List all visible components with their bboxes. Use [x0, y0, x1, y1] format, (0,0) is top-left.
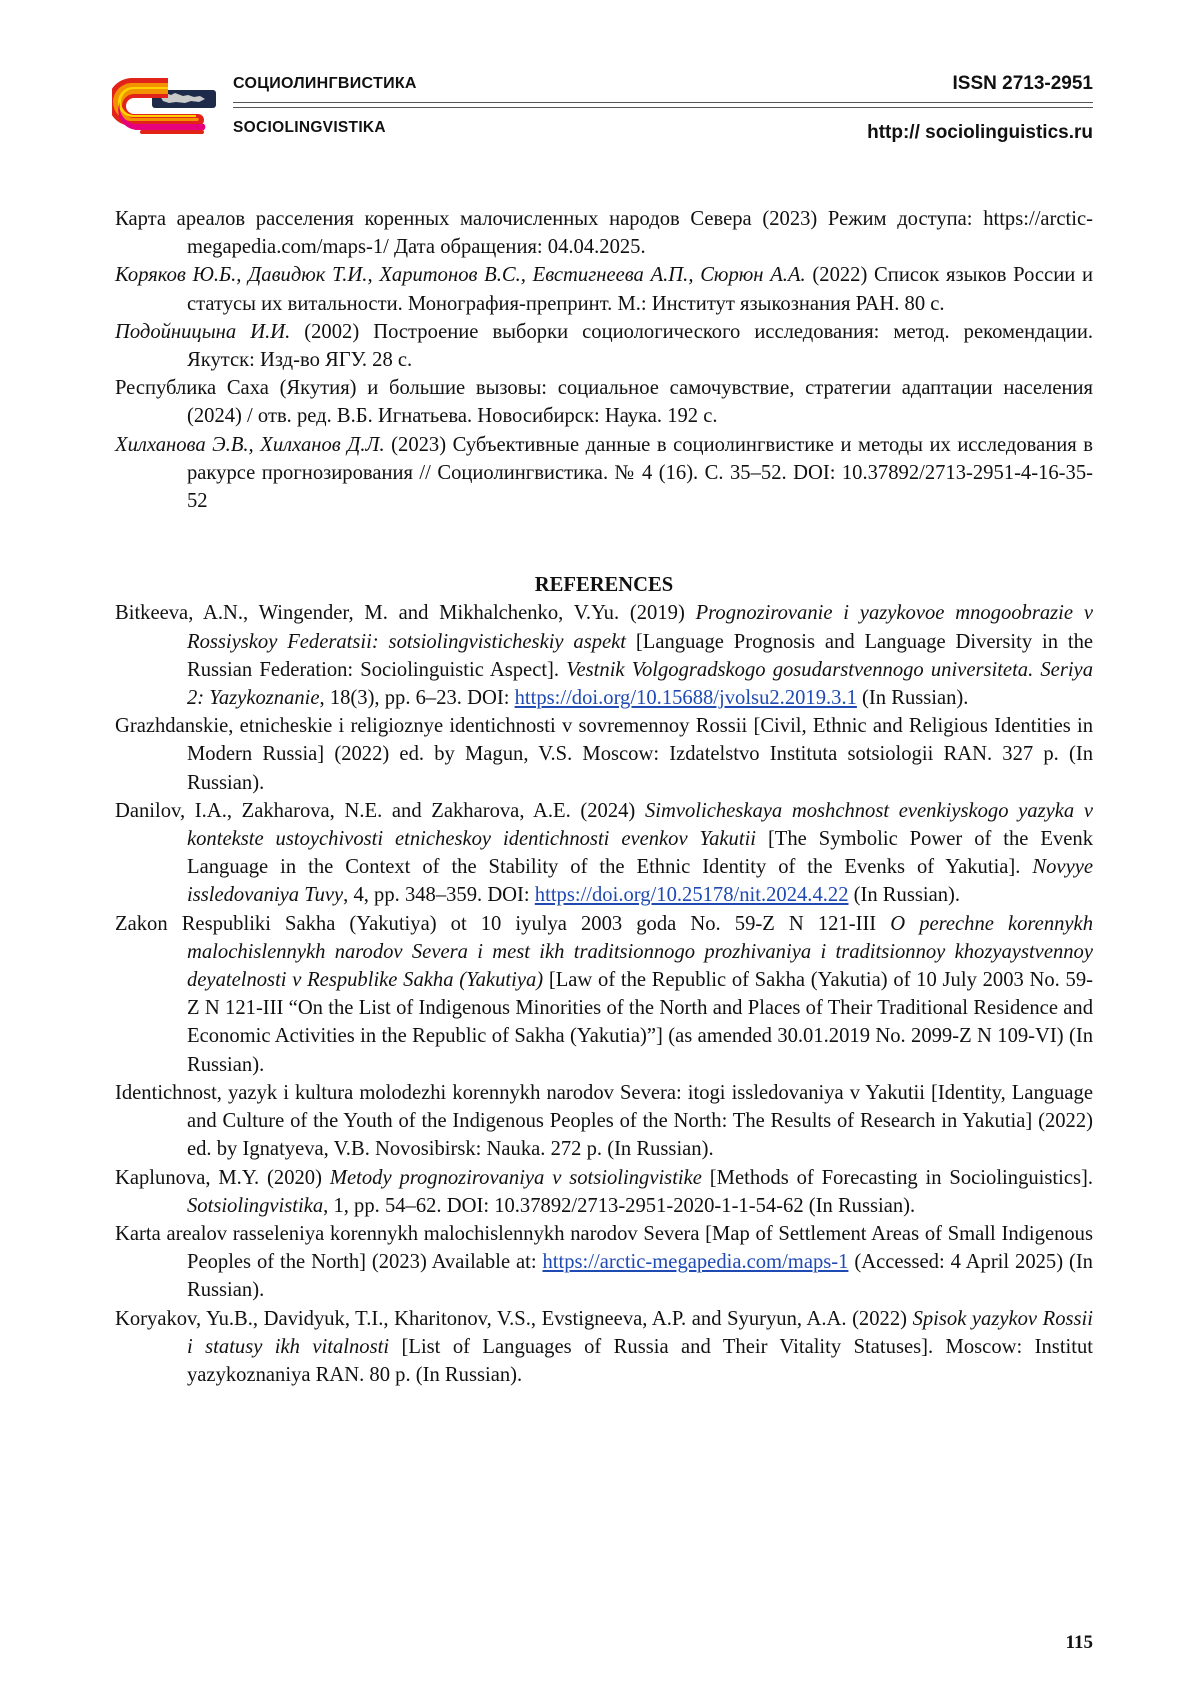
references-heading: REFERENCES — [534, 574, 674, 597]
reference-entry: Karta arealov rasseleniya korennykh malochislennykh narodov Severa [Map of Settlement Areas of Small Indigenous Peoples of the North] (2023) Available at: https://arctic-megapedia.com/maps-1 (Accessed: 4 April 2025) (In Russian). — [115, 1222, 1093, 1302]
reference-entry: Danilov, I.A., Zakharova, N.E. and Zakharova, A.E. (2024) Simvolicheskaya moshchnost evenkiyskogo yazyka v kontekste ustoychivosti etnicheskoy identichnosti evenkov Yakutii [The Symbolic Power of the Evenk Language in the Context of the Stability of the Ethnic Identity of the Evenks of Yakutia]. Novyye issledovaniya Tuvy, 4, pp. 348–359. DOI: https://doi.org/10.25178/nit.2024.4.22 (In Russian). — [115, 799, 1093, 907]
ru-reference: Республика Саха (Якутия) и большие вызовы: социальное самочувствие, стратегии адаптации населения (2024) / отв. ред. В.Б. Игнатьева. Новосибирск: Наука. 192 с. — [115, 377, 1093, 428]
journal-logo-icon — [112, 76, 224, 138]
ru-reference: Хилханова Э.В., Хилханов Д.Л. (2023) Субъективные данные в социолингвистике и методы их исследования в ракурсе прогнозирования // Социолингвистика. № 4 (16). С. 35–52. DOI: 10.37892/2713-2951-4-16-35-52 — [115, 433, 1093, 513]
page-number: 115 — [1065, 1632, 1093, 1653]
journal-title-en: SOCIOLINGVISTIKA — [233, 119, 386, 136]
ru-reference: Подойницына И.И. (2002) Построение выборки социологического исследования: метод. рекомендации. Якутск: Изд-во ЯГУ. 28 с. — [115, 320, 1093, 372]
header-rule — [233, 102, 1093, 103]
page-header — [0, 0, 1200, 170]
map-link[interactable]: https://arctic-megapedia.com/maps-1 — [542, 1251, 849, 1274]
issn: ISSN 2713-2951 — [952, 73, 1093, 94]
reference-entry: Grazhdanskie, etnicheskie i religioznye identichnosti v sovremennoy Rossii [Civil, Ethnic and Religious Identities in Modern Russia] (2022) ed. by Magun, V.S. Moscow: Izdatelstvo Instituta sotsiologii RAN. 327 p. (In Russian). — [115, 715, 1093, 794]
reference-entry: Bitkeeva, A.N., Wingender, M. and Mikhalchenko, V.Yu. (2019) Prognozirovanie i yazykovoe mnogoobrazie v Rossiyskoy Federatsii: sotsiolingvisticheskiy aspekt [Language Prognosis and Language Diversity in the Russian Federation: Sociolinguistic Aspect]. Vestnik Volgogradskogo gosudarstvennogo universiteta. Seriya 2: Yazykoznanie, 18(3), pp. 6–23. DOI: https://doi.org/10.15688/jvolsu2.2019.3.1 (In Russian). — [115, 602, 1094, 710]
doi-link[interactable]: https://doi.org/10.15688/jvolsu2.2019.3.1 — [514, 687, 857, 710]
page-body — [115, 205, 1093, 1389]
header-rule — [233, 107, 1093, 108]
ru-reference: Коряков Ю.Б., Давидюк Т.И., Харитонов В.С., Евстигнеева А.П., Сюрюн А.А. (2022) Список языков России и статусы их витальности. Монография-препринт. М.: Институт языкознания РАН. 80 с. — [115, 264, 1093, 315]
journal-url: http:// sociolinguistics.ru — [867, 122, 1093, 143]
ru-reference: Карта ареалов расселения коренных малочисленных народов Севера (2023) Режим доступа: https://arctic-megapedia.com/maps-1/ Дата обращения: 04.04.2025. — [115, 208, 1093, 259]
reference-entry: Zakon Respubliki Sakha (Yakutiya) ot 10 iyulya 2003 goda No. 59-Z N 121-III O perechne korennykh malochislennykh narodov Severa i mest ikh traditsionnogo prozhivaniya i traditsionnoy khozyaystvennoy deyatelnosti v Respublike Sakha (Yakutiya) [Law of the Republic of Sakha (Yakutia) of 10 July 2003 No. 59-Z N 121-III “On the List of Indigenous Minorities of the North and Places of Their Traditional Residence and Economic Activities in the Republic of Sakha (Yakutia)”] (as amended 30.01.2019 No. 2099-Z N 109-VI) (In Russian). — [115, 912, 1093, 1076]
reference-entry: Identichnost, yazyk i kultura molodezhi korennykh narodov Severa: itogi issledovaniya v Yakutii [Identity, Language and Culture of the Youth of the Indigenous Peoples of the North: The Results of Research in Yakutia] (2022) ed. by Ignatyeva, V.B. Novosibirsk: Nauka. 272 p. (In Russian). — [115, 1081, 1093, 1161]
doi-link[interactable]: https://doi.org/10.25178/nit.2024.4.22 — [534, 884, 849, 907]
journal-title-ru: СОЦИОЛИНГВИСТИКА — [233, 75, 417, 92]
reference-entry: Kaplunova, M.Y. (2020) Metody prognozirovaniya v sotsiolingvistike [Methods of Forecasting in Sociolinguistics]. Sotsiolingvistika, 1, pp. 54–62. DOI: 10.37892/2713-2951-2020-1-1-54-62 (In Russian). — [115, 1166, 1094, 1217]
reference-entry: Koryakov, Yu.B., Davidyuk, T.I., Kharitonov, V.S., Evstigneeva, A.P. and Syuryun, A.A. (2022) Spisok yazykov Rossii i statusy ikh vitalnosti [List of Languages of Russia and Their Vitality Statuses]. Moscow: Institut yazykoznaniya RAN. 80 p. (In Russian). — [115, 1307, 1093, 1386]
